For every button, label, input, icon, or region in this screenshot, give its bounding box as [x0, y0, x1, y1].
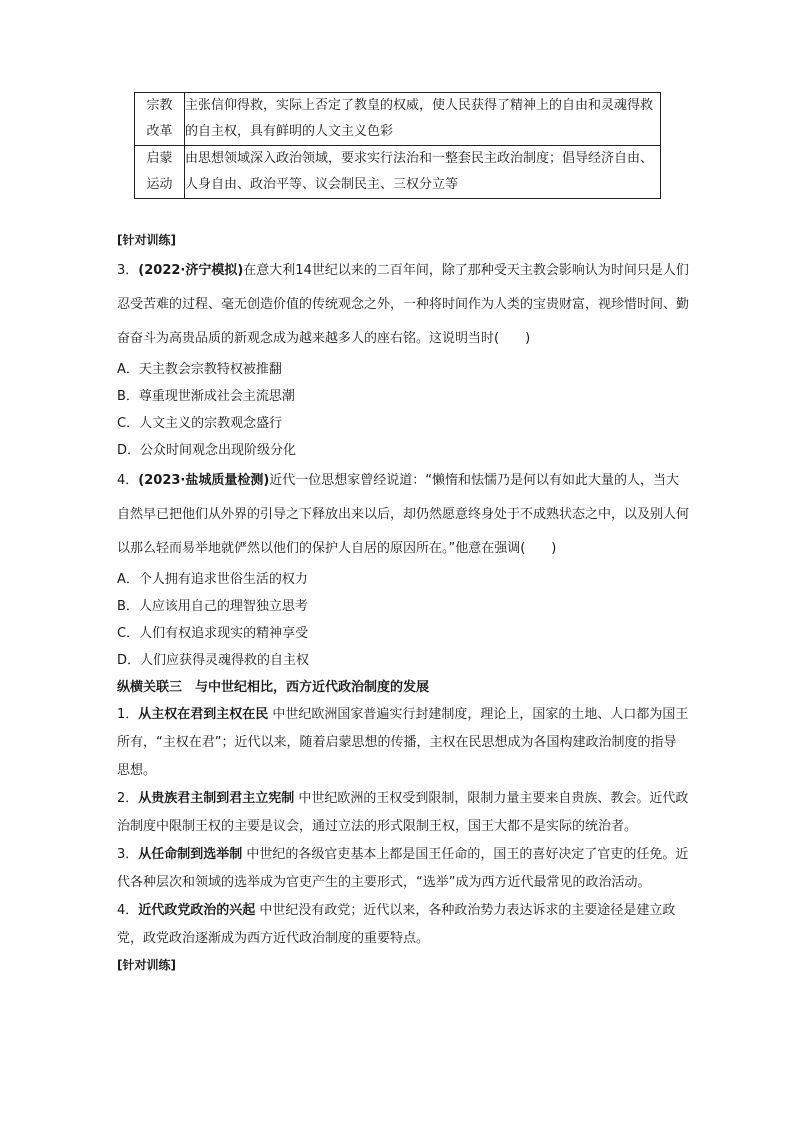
- section-point: 2．从贵族君主制到君主立宪制 中世纪欧洲的王权受到限制，限制力量主要来自贵族、教会。近代政治制度中限制王权的主要是议会，通过立法的形式限制王权，国王大都不是实际的统治者。: [117, 791, 689, 834]
- question-text: 在意大利14世纪以来的二百年间，除了那种受天主教会影响认为时间只是人们忍受苦难的过程、毫无创造价值的传统观念之外，一种将时间作为人类的宝贵财富，视珍惜时间、勤奋奋斗为高贵品质的新观念成为越来越多人的座右铭。这说明当时( ): [117, 263, 690, 346]
- section-point: 3．从任命制到选举制 中世纪的各级官吏基本上都是国王任命的，国王的喜好决定了官吏的任免。近代各种层次和领域的选举成为官吏产生的主要形式，“选举”成为西方近代最常见的政治活动。: [117, 847, 689, 890]
- question-4-stem: [117, 464, 689, 566]
- option-item: B．尊重现世渐成社会主流思潮: [117, 389, 295, 404]
- option-item: A．个人拥有追求世俗生活的权力: [117, 572, 308, 587]
- question-source: (2022·济宁模拟): [138, 263, 244, 278]
- question-text: 近代一位思想家曾经说道：“懒惰和怯懦乃是何以有如此大量的人，当大自然早已把他们从外界的引导之下释放出来以后，却仍然愿意终身处于不成熟状态之中，以及别人何以那么轻而易举地就俨然以他们的保护人自居的原因所在。”他意在强调( ): [117, 473, 690, 556]
- training-tag: [针对训练]: [117, 233, 176, 247]
- option-item: D．人们应获得灵魂得救的自主权: [117, 653, 310, 668]
- training-tag: [针对训练]: [117, 958, 176, 972]
- question-3-stem: [117, 254, 689, 356]
- section-point: 1．从主权在君到主权在民 中世纪欧洲国家普遍实行封建制度，理论上，国家的土地、人口都为国王所有，“主权在君”；近代以来，随着启蒙思想的传播，主权在民思想成为各国构建政治制度的指导思想。: [117, 707, 689, 778]
- section-heading: 纵横关联三 与中世纪相比，西方近代政治制度的发展: [117, 680, 430, 695]
- option-item: A．天主教会宗教特权被推翻: [117, 362, 282, 377]
- option-item: B．人应该用自己的理智独立思考: [117, 599, 308, 614]
- table-row: [135, 93, 661, 146]
- question-source: (2023·盐城质量检测): [138, 473, 270, 488]
- option-item: C．人们有权追求现实的精神享受: [117, 626, 309, 641]
- table-description-cell: 由思想领域深入政治领域，要求实行法治和一整套民主政治制度；倡导经济自由、人身自由、政治平等、议会制民主、三权分立等: [185, 146, 661, 199]
- table-category-cell: 宗教 改革: [135, 93, 185, 146]
- table-category-cell: 启蒙 运动: [135, 146, 185, 199]
- table-row: [135, 146, 661, 199]
- table-description-cell: 主张信仰得救，实际上否定了教皇的权威，使人民获得了精神上的自由和灵魂得救的自主权，具有鲜明的人文主义色彩: [185, 93, 661, 146]
- section-point: 4．近代政党政治的兴起 中世纪没有政党；近代以来，各种政治势力表达诉求的主要途径是建立政党，政党政治逐渐成为西方近代政治制度的重要特点。: [117, 903, 676, 946]
- comparison-table: [134, 92, 661, 199]
- question-area: [117, 230, 689, 977]
- option-item: C．人文主义的宗教观念盛行: [117, 416, 283, 431]
- option-item: D．公众时间观念出现阶级分化: [117, 443, 297, 458]
- question-number: 4．: [117, 473, 139, 488]
- question-number: 3．: [117, 263, 139, 278]
